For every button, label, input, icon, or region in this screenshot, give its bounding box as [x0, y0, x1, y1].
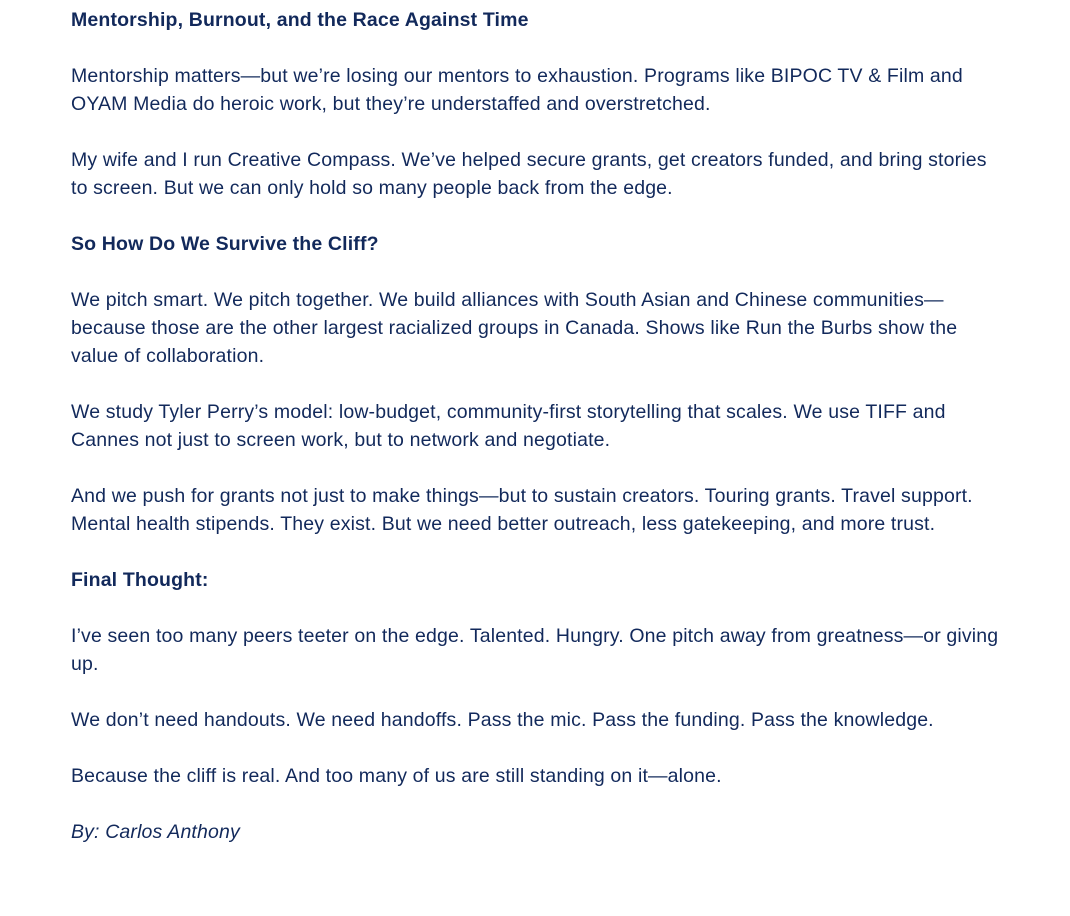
paragraph-tyler-perry: We study Tyler Perry’s model: low-budget, community-first storytelling that scales. We use TIFF and Cannes not just to screen work, but to network and negotiate. [71, 401, 946, 451]
author-byline: By: Carlos Anthony [71, 821, 240, 843]
spacer [71, 202, 1006, 230]
spacer [71, 790, 1006, 818]
spacer [71, 118, 1006, 146]
spacer [71, 370, 1006, 398]
spacer [71, 454, 1006, 482]
paragraph-creative-compass: My wife and I run Creative Compass. We’ve helped secure grants, get creators funded, and bring stories to screen. But we can only hold so many people back from the edge. [71, 149, 987, 199]
spacer [71, 678, 1006, 706]
section-heading-survive-cliff: So How Do We Survive the Cliff? [71, 233, 379, 255]
spacer [71, 594, 1006, 622]
paragraph-handoffs: We don’t need handouts. We need handoffs. Pass the mic. Pass the funding. Pass the knowledge. [71, 709, 934, 731]
paragraph-cliff-real: Because the cliff is real. And too many of us are still standing on it—alone. [71, 765, 722, 787]
section-heading-mentorship: Mentorship, Burnout, and the Race Against Time [71, 9, 529, 31]
spacer [71, 34, 1006, 62]
paragraph-pitch-smart: We pitch smart. We pitch together. We build alliances with South Asian and Chinese communities—because those are the other largest racialized groups in Canada. Shows like Run the Burbs show the value of collaboration. [71, 289, 958, 367]
spacer [71, 734, 1006, 762]
spacer [71, 258, 1006, 286]
article-body [71, 6, 1006, 846]
section-heading-final-thought: Final Thought: [71, 569, 209, 591]
spacer [71, 538, 1006, 566]
paragraph-grants: And we push for grants not just to make things—but to sustain creators. Touring grants. Travel support. Mental health stipends. They exist. But we need better outreach, less gatekeeping, and more trust. [71, 485, 973, 535]
paragraph-mentorship-matters: Mentorship matters—but we’re losing our mentors to exhaustion. Programs like BIPOC TV & Film and OYAM Media do heroic work, but they’re understaffed and overstretched. [71, 65, 963, 115]
paragraph-peers-edge: I’ve seen too many peers teeter on the edge. Talented. Hungry. One pitch away from greatness—or giving up. [71, 625, 999, 675]
